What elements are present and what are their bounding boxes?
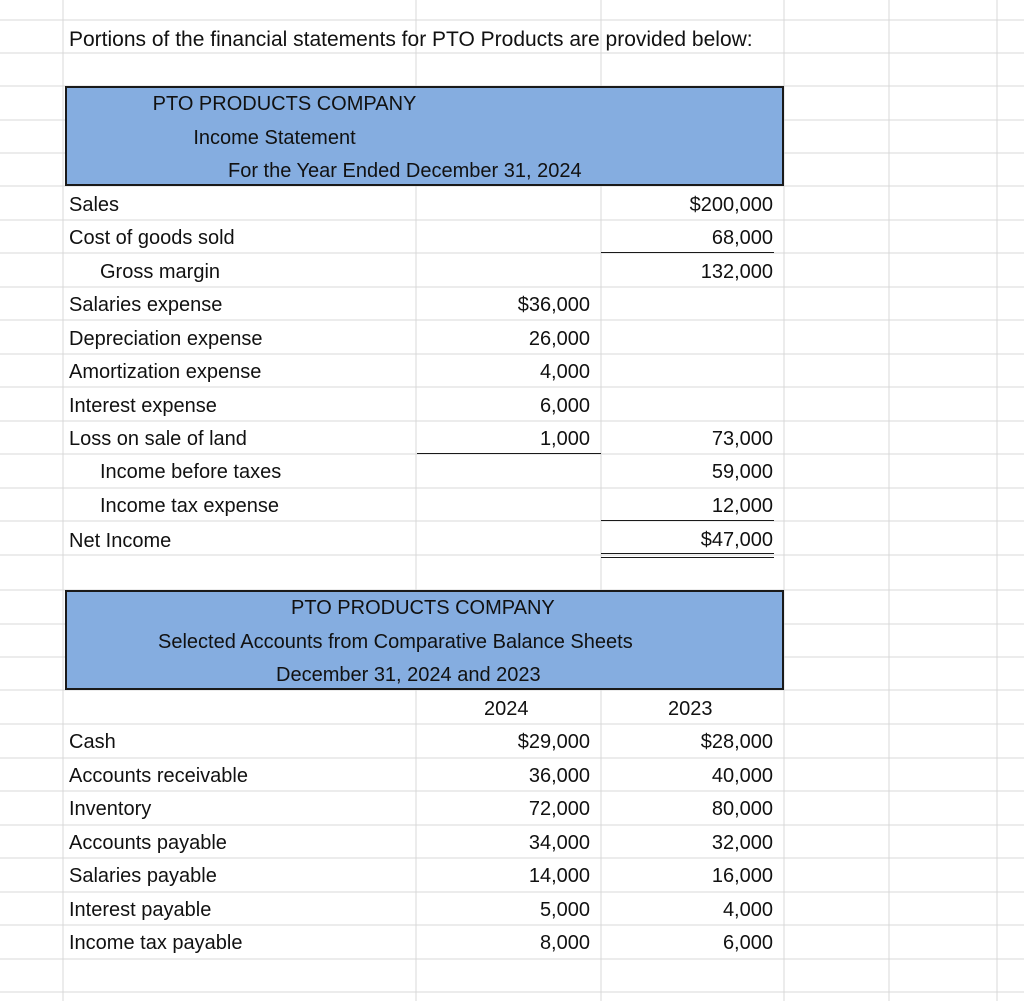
cogs-underline (601, 252, 774, 253)
row-value-amortization: 4,000 (539, 361, 590, 383)
income-statement-company: PTO PRODUCTS COMPANY (152, 93, 417, 115)
income-statement-period: For the Year Ended December 31, 2024 (228, 160, 582, 182)
bs-label-interest-payable: Interest payable (69, 899, 212, 921)
bs-2024-cash: $29,000 (517, 731, 590, 753)
row-value-sales: $200,000 (689, 194, 773, 216)
bs-2023-interest-payable: 4,000 (722, 899, 773, 921)
bs-label-income-tax-payable: Income tax payable (69, 932, 243, 954)
balance-sheet-period: December 31, 2024 and 2023 (276, 664, 541, 686)
bs-2023-accounts-receivable: 40,000 (711, 765, 773, 787)
row-label-interest: Interest expense (69, 395, 217, 417)
bs-label-cash: Cash (69, 731, 116, 753)
net-income-double-underline (601, 553, 774, 558)
row-label-salaries: Salaries expense (69, 294, 223, 316)
bs-2024-accounts-receivable: 36,000 (528, 765, 590, 787)
row-label-depreciation: Depreciation expense (69, 328, 263, 350)
row-value-gross-margin: 132,000 (700, 261, 773, 283)
bs-2023-accounts-payable: 32,000 (711, 832, 773, 854)
row-value-interest: 6,000 (539, 395, 590, 417)
bs-2023-inventory: 80,000 (711, 798, 773, 820)
row-label-net-income: Net Income (69, 530, 172, 552)
row-value-cogs: 68,000 (711, 227, 773, 249)
bs-label-salaries-payable: Salaries payable (69, 865, 217, 887)
row-label-cogs: Cost of goods sold (69, 227, 235, 249)
bs-2024-salaries-payable: 14,000 (528, 865, 590, 887)
row-value-income-tax-expense: 12,000 (711, 495, 773, 517)
bs-2023-cash: $28,000 (700, 731, 773, 753)
row-value-net-income: $47,000 (700, 529, 773, 551)
bs-2023-income-tax-payable: 6,000 (722, 932, 773, 954)
bs-label-accounts-receivable: Accounts receivable (69, 765, 248, 787)
bs-2024-inventory: 72,000 (528, 798, 590, 820)
balance-sheet-company: PTO PRODUCTS COMPANY (291, 597, 555, 619)
row-label-income-tax-expense: Income tax expense (100, 495, 279, 517)
bs-2024-accounts-payable: 34,000 (528, 832, 590, 854)
row-label-gross-margin: Gross margin (100, 261, 221, 283)
row-label-amortization: Amortization expense (69, 361, 262, 383)
bs-2024-income-tax-payable: 8,000 (539, 932, 590, 954)
row-value-salaries: $36,000 (517, 294, 590, 316)
row-label-loss-land: Loss on sale of land (69, 428, 247, 450)
balance-sheet-year-2023: 2023 (668, 698, 713, 720)
bs-label-inventory: Inventory (69, 798, 152, 820)
bs-2023-salaries-payable: 16,000 (711, 865, 773, 887)
row-value-loss-land: 1,000 (539, 428, 590, 450)
row-label-income-before-taxes: Income before taxes (100, 461, 282, 483)
tax-underline (601, 520, 774, 521)
row-value-depreciation: 26,000 (528, 328, 590, 350)
expenses-underline (417, 453, 601, 454)
row-total-expenses: 73,000 (711, 428, 773, 450)
balance-sheet-title: Selected Accounts from Comparative Balance Sheets (158, 631, 633, 653)
row-label-sales: Sales (69, 194, 120, 216)
bs-2024-interest-payable: 5,000 (539, 899, 590, 921)
intro-text: Portions of the financial statements for PTO Products are provided below: (69, 28, 753, 51)
bs-label-accounts-payable: Accounts payable (69, 832, 227, 854)
row-value-income-before-taxes: 59,000 (711, 461, 773, 483)
income-statement-title: Income Statement (193, 127, 356, 149)
balance-sheet-year-2024: 2024 (484, 698, 529, 720)
